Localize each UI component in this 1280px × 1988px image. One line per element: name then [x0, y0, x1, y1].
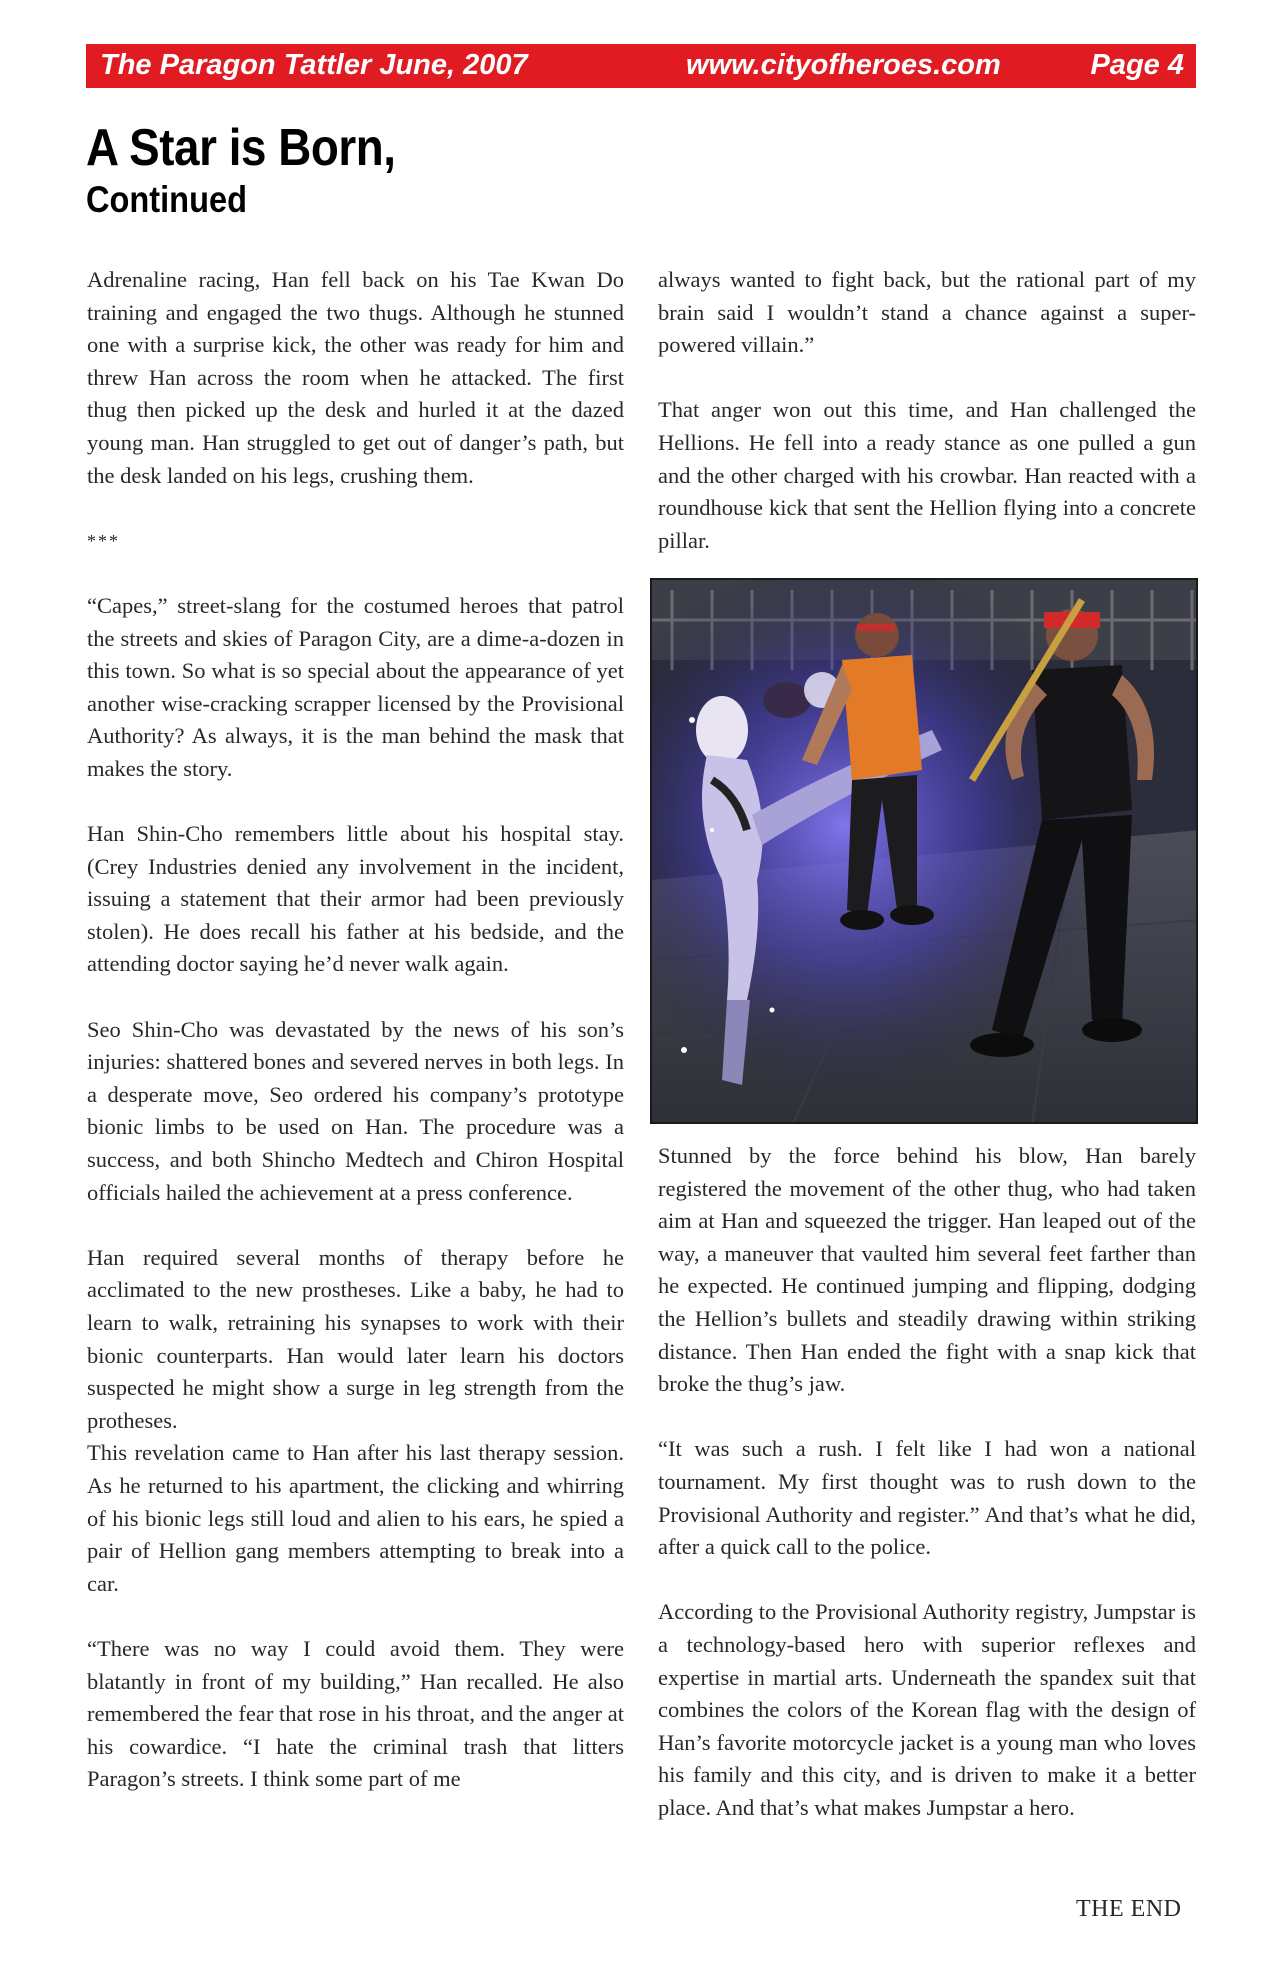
paragraph: Stunned by the force behind his blow, Han barely registered the movement of the other thug, who had taken aim at Han and squeezed the trigger. Han leaped out of the way, a maneuver that vaulted him several feet farther than he expected. He continued jumping and flipping, dodging the Hellion’s bullets and steadily drawing within striking distance. Then Han ended the fight with a snap kick that broke the thug’s jaw.: [658, 1143, 1196, 1397]
paragraph: “It was such a rush. I felt like I had won a national tournament. My first thought was to rush down to the Provisional Authority and register.” And that’s what he did, after a quick call to the police.: [658, 1436, 1196, 1560]
right-column-top: [658, 264, 1196, 557]
end-mark: THE END: [1076, 1896, 1182, 1922]
page-number: Page 4: [1090, 49, 1184, 81]
paragraph: “There was no way I could avoid them. They were blatantly in front of my building,” Han recalled. He also remembered the fear that rose in his throat, and the anger at his cowardice. “I hate the criminal trash that litters Paragon’s streets. I think some part of me: [87, 1635, 624, 1792]
paragraph: Seo Shin-Cho was devastated by the news of his son’s injuries: shattered bones and severed nerves in both legs. In a desperate move, Seo ordered his company’s prototype bionic limbs to be used on Han. The procedure was a success, and both Shincho Medtech and Chiron Hospital officials hailed the achievement at a press conference.: [87, 1016, 624, 1205]
masthead-bar: [86, 44, 1196, 88]
publication-title: The Paragon Tattler June, 2007: [100, 49, 528, 81]
article-headline: A Star is Born,: [86, 119, 396, 177]
paragraph: “Capes,” street-slang for the costumed heroes that patrol the streets and skies of Paragon City, are a dime-a-dozen in this town. So what is so special about the appearance of yet another wise-cracking scrapper licensed by the Provisional Authority? As always, it is the man behind the mask that makes the story.: [87, 592, 624, 781]
paragraph: Han required several months of therapy before he acclimated to the new prostheses. Like a baby, he had to learn to walk, retraining his synapses to work with their bionic counterparts. Han would later learn his doctors suspected he might show a surge in leg strength from the protheses.: [87, 1244, 624, 1433]
game-screenshot-image: [650, 578, 1198, 1124]
left-column: [87, 264, 624, 1796]
paragraph: This revelation came to Han after his last therapy session. As he returned to his apartment, the clicking and whirring of his bionic legs still loud and alien to his ears, he spied a pair of Hellion gang members attempting to break into a car.: [87, 1440, 624, 1596]
paragraph: always wanted to fight back, but the rational part of my brain said I wouldn’t stand a chance against a super-powered villain.”: [658, 267, 1196, 358]
paragraph: That anger won out this time, and Han challenged the Hellions. He fell into a ready stance as one pulled a gun and the other charged with his crowbar. Han reacted with a roundhouse kick that sent the Hellion flying into a concrete pillar.: [658, 397, 1196, 553]
paragraph: Adrenaline racing, Han fell back on his Tae Kwan Do training and engaged the two thugs. Although he stunned one with a surprise kick, the other was ready for him and threw Han across the room when he attacked. The first thug then picked up the desk and hurled it at the dazed young man. Han struggled to get out of danger’s path, but the desk landed on his legs, crushing them.: [87, 267, 624, 488]
right-column-bottom: [658, 1140, 1196, 1824]
paragraph: Han Shin-Cho remembers little about his hospital stay. (Crey Industries denied any involvement in the incident, issuing a statement that their armor had been previously stolen). He does recall his father at his bedside, and the attending doctor saying he’d never walk again.: [87, 821, 624, 977]
paragraph: According to the Provisional Authority registry, Jumpstar is a technology-based hero with superior reflexes and expertise in martial arts. Underneath the spandex suit that combines the colors of the Korean flag with the design of Han’s favorite motorcycle jacket is a young man who loves his family and this city, and is driven to make it a better place. And that’s what makes Jumpstar a hero.: [658, 1599, 1196, 1820]
website-url[interactable]: www.cityofheroes.com: [686, 49, 1001, 81]
article-subhead: Continued: [86, 179, 247, 220]
section-break: ***: [87, 530, 120, 551]
